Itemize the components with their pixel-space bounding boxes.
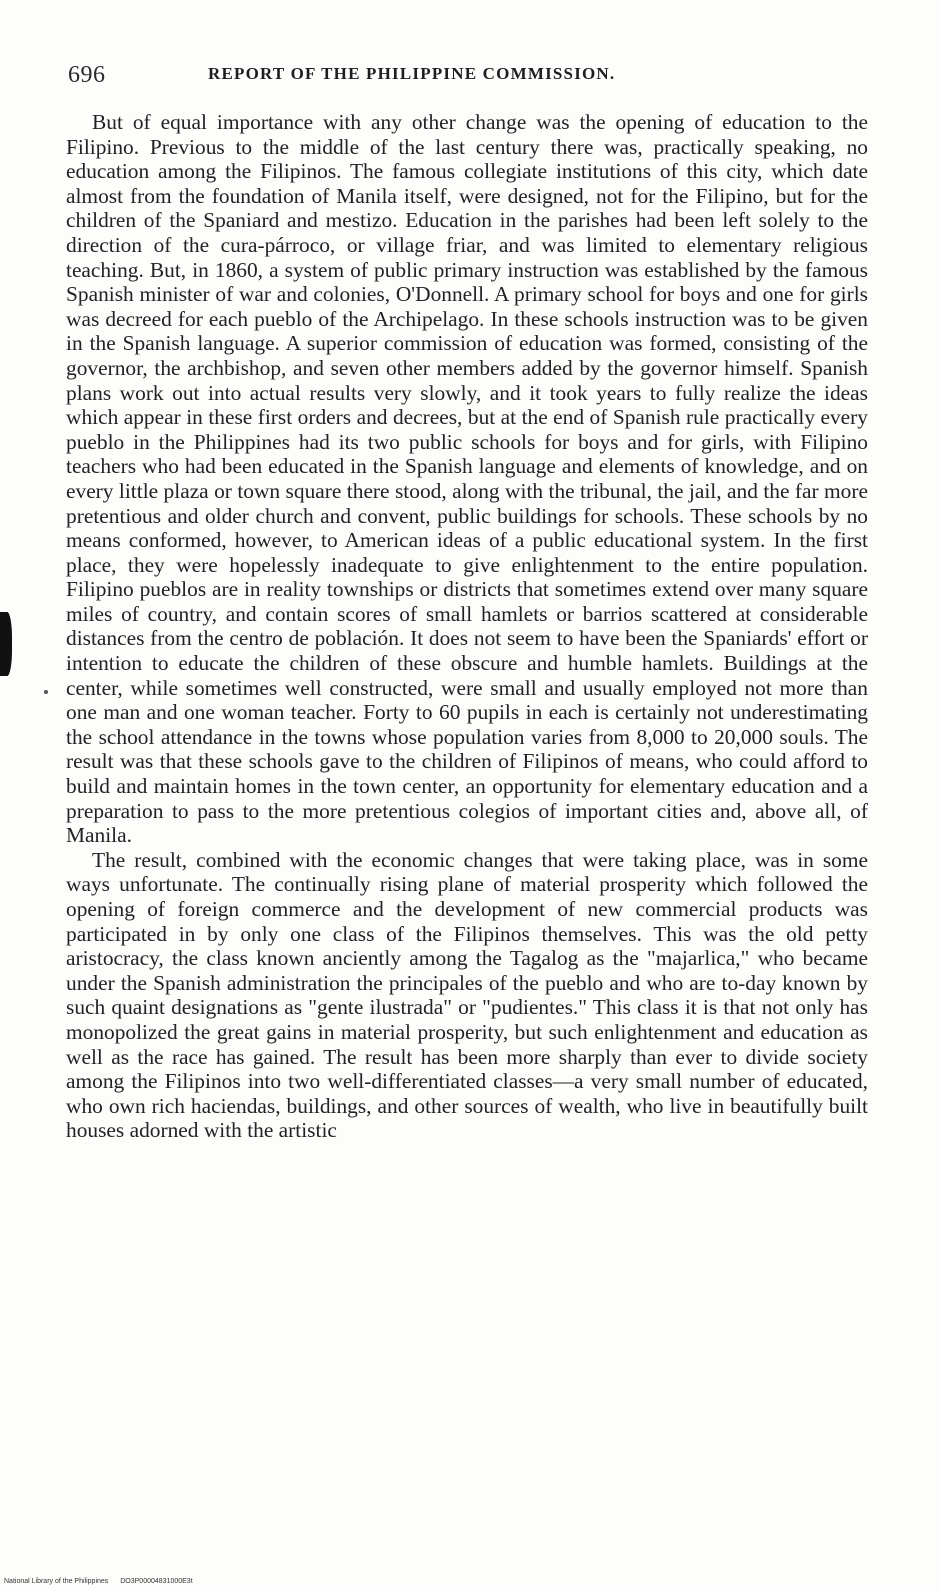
running-title: REPORT OF THE PHILIPPINE COMMISSION. [208,64,616,83]
footer-library: National Library of the Philippines [4,1578,109,1585]
paragraph-result: The result, combined with the economic changes that were taking place, was in some ways unfortunate. The continually rising plane of material prosperity which followed the opening of foreign commerce and the development of new commercial products was participated in by only one class of the Filipinos themselves. This was the old petty aristocracy, the class known anciently among the Tagalog as the "majarlica," who became under the Spanish administration the principales of the pueblo and who are to-day known by such quaint designations as "gente ilustrada" or "pudientes." This class it is that not only has monopolized the great gains in material prosperity, but such enlightenment and education as well as the race has gained. The result has been more sharply than ever to divide society among the Filipinos into two well-differentiated classes—a very small number of educated, who own rich haciendas, buildings, and other sources of wealth, who live in beautifully built houses adorned with the artistic [66,847,868,1143]
paragraph-education: But of equal importance with any other change was the opening of education to the Filipino. Previous to the middle of the last century there was, practically speaking, no education among the Filipinos. The famous collegiate institutions of this city, which date almost from the foundation of Manila itself, were designed, not for the Filipino, but for the children of the Spaniard and mestizo. Education in the parishes had been left solely to the direction of the cura-párroco, or village friar, and was limited to elementary religious teaching. But, in 1860, a system of public primary instruction was established by the famous Spanish minister of war and colonies, O'Donnell. A primary school for boys and one for girls was decreed for each pueblo of the Archipelago. In these schools instruction was to be given in the Spanish language. A superior commission of education was formed, consisting of the governor, the archbishop, and seven other members added by the governor himself. Spanish plans work out into actual results very slowly, and it took years to fully realize the ideas which appear in these first orders and decrees, but at the end of Spanish rule practically every pueblo in the Philippines had its two public schools for boys and for girls, with Filipino teachers who had been educated in the Spanish language and elements of knowledge, and on every little plaza or town square there stood, along with the tribunal, the jail, and the far more pretentious and older church and convent, public buildings for schools. These schools by no means conformed, however, to American ideas of a public educational system. In the first place, they were hopelessly inadequate to give enlightenment to the entire population. Filipino pueblos are in reality townships or districts that sometimes extend over many square miles of country, and contain scores of small hamlets or barrios scattered at considerable distances from the centro de población. It does not seem to have been the Spaniards' effort or intention to educate the children of these obscure and humble hamlets. Buildings at the center, while sometimes well constructed, were small and usually employed not more than one man and one woman teacher. Forty to 60 pupils in each is certainly not underestimating the school attendance in the towns whose population varies from 8,000 to 20,000 souls. The result was that these schools gave to the children of Filipinos of means, who could afford to build and maintain homes in the town center, an opportunity for elementary education and a preparation to pass to the more pretentious colegios of important cities and, above all, of Manila. [66,110,868,848]
page-number: 696 [68,62,106,88]
page-header [68,62,868,102]
scan-speck [44,690,48,694]
body-text [66,110,868,1143]
scan-footer [4,1578,193,1585]
footer-code: DO3P00004831000E3t [120,1578,193,1585]
scan-edge-mark [0,612,12,676]
